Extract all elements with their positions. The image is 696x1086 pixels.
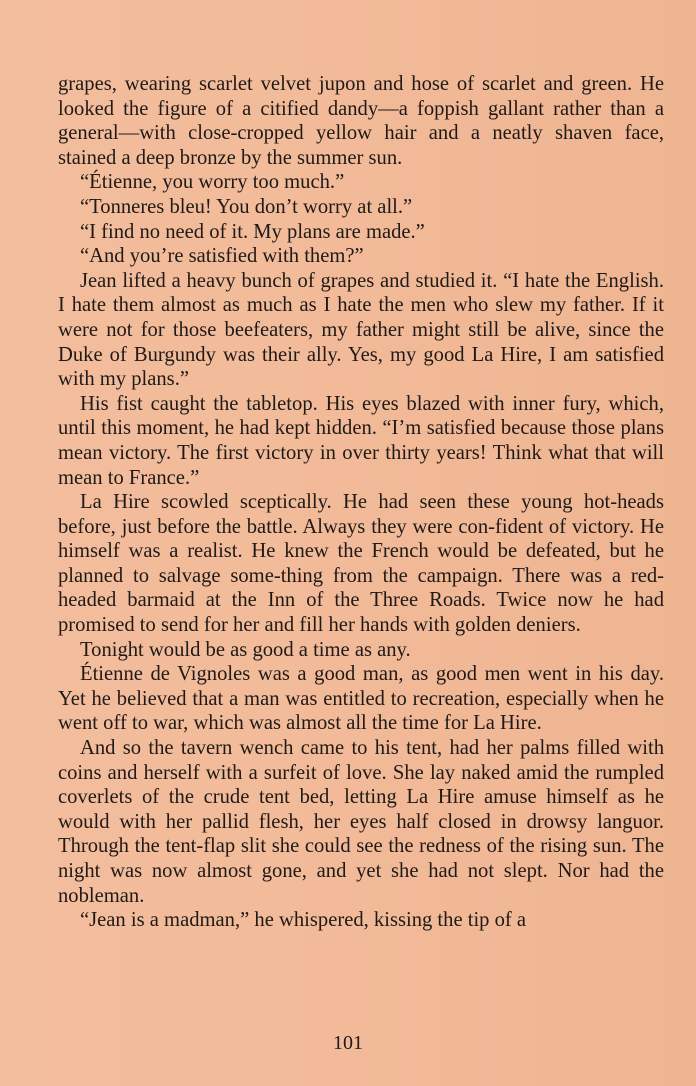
paragraph: Tonight would be as good a time as any.: [80, 638, 411, 661]
page-number: 101: [333, 1032, 363, 1054]
paragraph: “I find no need of it. My plans are made.”: [80, 220, 425, 243]
paragraph: His fist caught the tabletop. His eyes blazed with inner fury, which, until this moment, he had kept hidden. “I’m satisfied because those plans mean victory. The first victory in over thirty years! Think what that will mean to France.”: [58, 392, 664, 489]
body-text: [58, 72, 664, 933]
paragraph: Jean lifted a heavy bunch of grapes and studied it. “I hate the English. I hate them almost as much as I hate the men who slew my father. If it were not for those beefeaters, my father might still be alive, since the Duke of Burgundy was their ally. Yes, my good La Hire, I am satisfied with my plans.”: [58, 269, 664, 391]
paragraph: “Tonneres bleu! You don’t worry at all.”: [80, 195, 413, 218]
paragraph: grapes, wearing scarlet velvet jupon and hose of scarlet and green. He looked the figure of a citified dandy—a foppish gallant rather than a general—with close-cropped yellow hair and a neatly shaven face, stained a deep bronze by the summer sun.: [58, 73, 664, 169]
paragraph: And so the tavern wench came to his tent, had her palms filled with coins and herself with a surfeit of love. She lay naked amid the rumpled coverlets of the crude tent bed, letting La Hire amuse himself as he would with her pallid flesh, her eyes half closed in drowsy languor. Through the tent-flap slit she could see the redness of the rising sun. The night was now almost gone, and yet she had not slept. Nor had the nobleman.: [58, 737, 664, 907]
paragraph: “And you’re satisfied with them?”: [80, 245, 364, 268]
paragraph: “Étienne, you worry too much.”: [80, 171, 345, 194]
paragraph: La Hire scowled sceptically. He had seen these young hot-heads before, just before the battle. Always they were con-fident of victory. He himself was a realist. He knew the French would be defeated, but he planned to salvage some-thing from the campaign. There was a red-headed barmaid at the Inn of the Three Roads. Twice now he had promised to send for her and fill her hands with golden deniers.: [58, 491, 664, 637]
paragraph: “Jean is a madman,” he whispered, kissing the tip of a: [80, 909, 527, 932]
paragraph: Étienne de Vignoles was a good man, as good men went in his day. Yet he believed that a man was entitled to recreation, especially when he went off to war, which was almost all the time for La Hire.: [58, 663, 664, 735]
